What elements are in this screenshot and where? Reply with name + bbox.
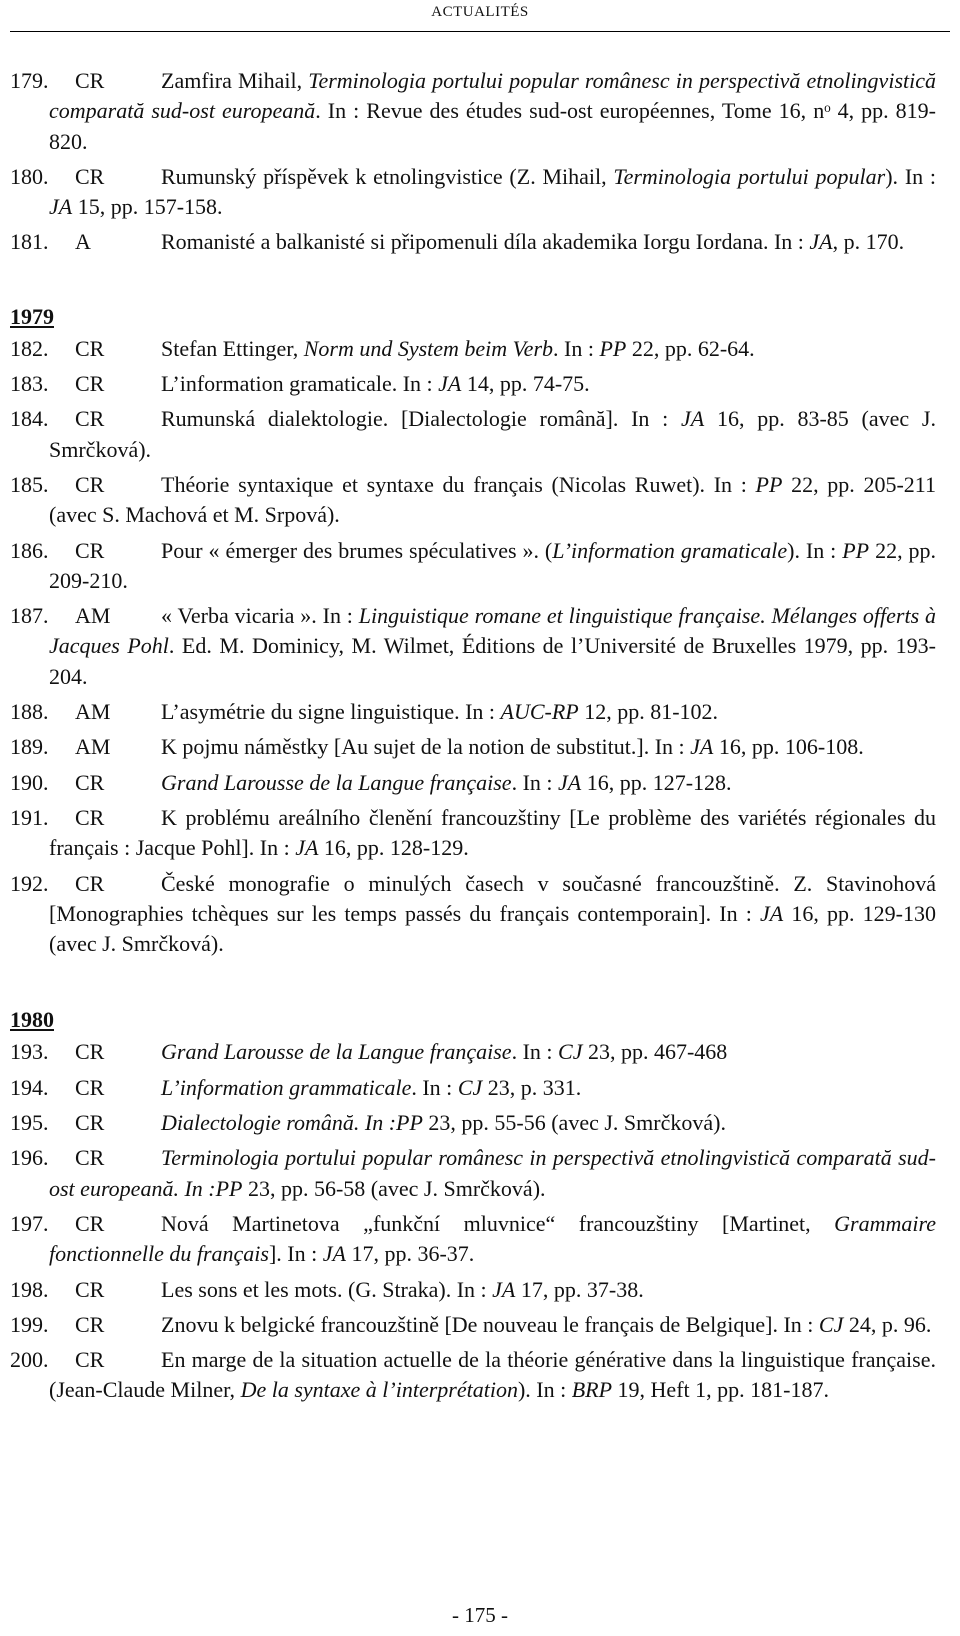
entry-text: 24, p. 96.: [843, 1311, 932, 1337]
entry-text: Zamfira Mihail,: [161, 68, 309, 93]
entry-text-italic: PP: [755, 471, 783, 497]
entry-type-code: CR: [75, 371, 105, 397]
entry-text: 23, pp. 55-56 (avec J. Smrčková).: [422, 1110, 726, 1136]
entry-text-italic: Norm und System beim Verb: [303, 335, 554, 361]
entry-type-code: CR: [75, 1074, 105, 1100]
bibliography-entry: [0, 1037, 960, 1067]
entry-text-italic: PP: [599, 335, 627, 361]
entry-text: . In :: [511, 1039, 559, 1065]
entry-number: 184.: [10, 406, 49, 432]
entry-text: . In :: [553, 335, 600, 361]
entry-number: 183.: [10, 371, 49, 397]
bibliography-entry: [0, 536, 960, 597]
entry-type-code: CR: [75, 804, 105, 830]
entry-text-italic: AUC-RP: [500, 699, 579, 725]
entry-text: Rumunský příspěvek k etnolingvistice (Z. Mihail,: [161, 163, 614, 189]
bibliography-entry: [0, 732, 960, 762]
entry-type-code: CR: [75, 1276, 105, 1302]
entry-text: ). In :: [787, 537, 843, 563]
entry-text-italic: JA: [49, 194, 73, 220]
entry-text-italic: Grand Larousse de la Langue française: [161, 769, 512, 795]
entry-type-code: CR: [75, 406, 105, 432]
entry-number: 190.: [10, 769, 49, 795]
entry-number: 180.: [10, 163, 49, 189]
entry-text: En marge de la situation actuelle de la théorie générative dans la linguistique française. (Jean-Claude Milner,: [49, 1347, 936, 1403]
bibliography-entry: [0, 1073, 960, 1103]
entry-text-italic: JA: [322, 1241, 346, 1267]
entry-text-italic: L’information grammaticale: [161, 1074, 412, 1100]
entry-text: 16, pp. 106-108.: [713, 734, 864, 760]
entry-number: 195.: [10, 1110, 49, 1136]
entry-number: 189.: [10, 734, 49, 760]
entry-text-italic: CJ: [818, 1311, 844, 1337]
entry-type-code: A: [75, 229, 91, 255]
entry-text-italic: JA: [492, 1276, 516, 1302]
entry-text: Théorie syntaxique et syntaxe du français (Nicolas Ruwet). In :: [161, 471, 756, 497]
entry-type-code: AM: [75, 734, 111, 760]
entry-text-italic: CJ: [457, 1074, 483, 1100]
entry-type-code: AM: [75, 699, 111, 725]
entry-type-code: CR: [75, 1210, 105, 1236]
entry-text: « Verba vicaria ». In :: [161, 603, 359, 629]
entry-text-italic: Grammaire fonctionnelle du français: [49, 1210, 936, 1267]
entry-text: Stefan Ettinger,: [161, 335, 304, 361]
entry-text: . In :: [411, 1074, 458, 1100]
year-heading: 1979: [10, 303, 54, 329]
entry-number: 181.: [10, 229, 49, 255]
entry-text: 22, pp. 62-64.: [626, 335, 755, 361]
entry-text-italic: JA: [690, 734, 714, 760]
entry-type-code: CR: [75, 870, 105, 896]
entry-text-italic: Terminologia portului popular românesc in perspectivă etnolingvistică comparată sud-ost europeană. In :PP: [49, 1145, 936, 1201]
entry-text: 16, pp. 128-129.: [318, 835, 469, 861]
page-number: - 175 -: [452, 1603, 508, 1627]
entry-text: . In :: [511, 769, 559, 795]
entry-text: 14, pp. 74-75.: [461, 371, 590, 397]
entry-text: ). In :: [517, 1377, 572, 1403]
entry-text: 15, pp. 157-158.: [72, 194, 223, 220]
entry-text-italic: JA: [295, 835, 319, 861]
entry-type-code: CR: [75, 163, 105, 189]
entry-number: 197.: [10, 1210, 49, 1236]
entry-number: 192.: [10, 870, 49, 896]
entry-text: 19, Heft 1, pp. 181-187.: [612, 1377, 829, 1403]
entry-text: K problému areálního členění francouzštiny [Le problème des variétés régionales du français : Jacque Pohl]. In :: [49, 804, 936, 861]
bibliography-entry: [0, 1209, 960, 1270]
entry-text: 16, pp. 127-128.: [581, 769, 732, 795]
entry-text: ). In :: [885, 163, 937, 189]
entry-number: 200.: [10, 1347, 49, 1373]
bibliography-entry: [0, 1345, 960, 1406]
bibliography-entry: [0, 1275, 960, 1305]
bibliography-entry: [0, 768, 960, 798]
header-rule: [10, 31, 950, 32]
entry-text: 22, pp. 209-210.: [49, 537, 937, 593]
entry-type-code: CR: [75, 1311, 105, 1337]
entry-type-code: CR: [75, 68, 105, 93]
entry-type-code: CR: [75, 335, 105, 361]
entry-text-italic: JA: [558, 769, 582, 795]
entry-number: 193.: [10, 1039, 49, 1065]
entry-text: Nová Martinetova „funkční mluvnice“ francouzštiny [Martinet,: [161, 1210, 835, 1236]
entry-text: L’asymétrie du signe linguistique. In :: [161, 699, 501, 725]
entry-text-italic: L’information gramaticale: [552, 537, 788, 563]
entry-text: České monografie o minulých časech v současné francouzštině. Z. Stavinohová [Monographies tchèques sur les temps passés du français contemporain]. In :: [49, 870, 936, 926]
entry-text: 17, pp. 37-38.: [515, 1276, 644, 1302]
bibliography-entry: [0, 227, 960, 257]
entry-type-code: CR: [75, 471, 105, 497]
bibliography-entry: [0, 803, 960, 864]
entry-number: 194.: [10, 1074, 49, 1100]
entry-number: 185.: [10, 471, 49, 497]
entry-number: 191.: [10, 804, 49, 830]
entry-type-code: CR: [75, 1039, 105, 1065]
entry-number: 199.: [10, 1311, 49, 1337]
entry-text: . In : Revue des études sud-ost européennes, Tome 16, nᵒ 4, pp. 819-820.: [49, 98, 936, 154]
entry-text-italic: JA: [438, 371, 462, 397]
entry-text: 16, pp. 129-130 (avec J. Smrčková).: [49, 900, 936, 957]
entry-text: 22, pp. 205-211 (avec S. Machová et M. Srpová).: [49, 471, 936, 528]
entry-number: 188.: [10, 699, 49, 725]
entry-text: 12, pp. 81-102.: [578, 699, 719, 725]
entry-text-italic: BRP: [571, 1377, 613, 1403]
running-head: ACTUALITÉS: [431, 4, 529, 20]
bibliography-entry: [0, 601, 960, 692]
entry-number: 186.: [10, 537, 49, 563]
entry-text-italic: Dialectologie română. In :PP: [161, 1110, 423, 1136]
bibliography-entry: [0, 369, 960, 399]
entry-text-italic: CJ: [558, 1039, 583, 1065]
entry-text-italic: Grand Larousse de la Langue française: [161, 1039, 512, 1065]
bibliography-entry: [0, 1108, 960, 1138]
entry-text-italic: Terminologia portului popular: [613, 163, 886, 189]
entry-number: 187.: [10, 603, 49, 629]
bibliography-entry: [0, 697, 960, 727]
entry-text: ]. In :: [268, 1241, 323, 1267]
entry-number: 196.: [10, 1145, 49, 1171]
bibliography-entry: [0, 404, 960, 465]
entry-text-italic: Linguistique romane et linguistique française. Mélanges offerts à Jacques Pohl: [49, 603, 936, 659]
bibliography-entry: [0, 334, 960, 364]
entry-text: Znovu k belgické francouzštině [De nouveau le français de Belgique]. In :: [161, 1311, 819, 1337]
entry-number: 198.: [10, 1276, 49, 1302]
entry-type-code: CR: [75, 1110, 105, 1136]
bibliography-entry: [0, 66, 960, 157]
entry-number: 179.: [10, 68, 49, 93]
bibliography-entry: [0, 869, 960, 960]
entry-text: Romanisté a balkanisté si připomenuli díla akademika Iorgu Iordana. In :: [161, 229, 810, 255]
entry-text: 23, p. 331.: [482, 1074, 582, 1100]
entry-text-italic: PP: [842, 537, 870, 563]
bibliography-entry: [0, 470, 960, 531]
entry-text: . Ed. M. Dominicy, M. Wilmet, Éditions de l’Université de Bruxelles 1979, pp. 193-204.: [49, 633, 936, 689]
year-heading: 1980: [10, 1007, 54, 1033]
bibliography-entry: [0, 1310, 960, 1340]
entry-text: Pour « émerger des brumes spéculatives ». (: [161, 537, 553, 563]
entry-text-italic: JA: [809, 229, 833, 255]
entry-text-italic: De la syntaxe à l’interprétation: [240, 1377, 518, 1403]
entry-type-code: CR: [75, 537, 105, 563]
entry-text: Rumunská dialektologie. [Dialectologie română]. In :: [161, 406, 682, 432]
bibliography-entry: [0, 1143, 960, 1204]
entry-type-code: CR: [75, 1347, 105, 1373]
entry-text: 23, pp. 56-58 (avec J. Smrčková).: [242, 1175, 546, 1201]
entry-type-code: CR: [75, 1145, 105, 1171]
entry-text: K pojmu náměstky [Au sujet de la notion de substitut.]. In :: [161, 734, 691, 760]
entry-text: L’information gramaticale. In :: [161, 371, 439, 397]
bibliography-list: [0, 66, 960, 1406]
entry-text-italic: JA: [760, 900, 784, 926]
entry-type-code: CR: [75, 769, 105, 795]
entry-text-italic: Terminologia portului popular românesc in perspectivă etnolingvistică comparată sud-ost europeană: [49, 68, 936, 124]
entry-text: 23, pp. 467-468: [582, 1039, 728, 1065]
bibliography-entry: [0, 162, 960, 223]
entry-number: 182.: [10, 335, 49, 361]
entry-text: 16, pp. 83-85 (avec J. Smrčková).: [49, 406, 936, 462]
entry-text: 17, pp. 36-37.: [345, 1241, 475, 1267]
entry-text-italic: JA: [681, 406, 705, 432]
entry-text: Les sons et les mots. (G. Straka). In :: [161, 1276, 493, 1302]
entry-type-code: AM: [75, 603, 111, 629]
entry-text: , p. 170.: [832, 229, 905, 255]
